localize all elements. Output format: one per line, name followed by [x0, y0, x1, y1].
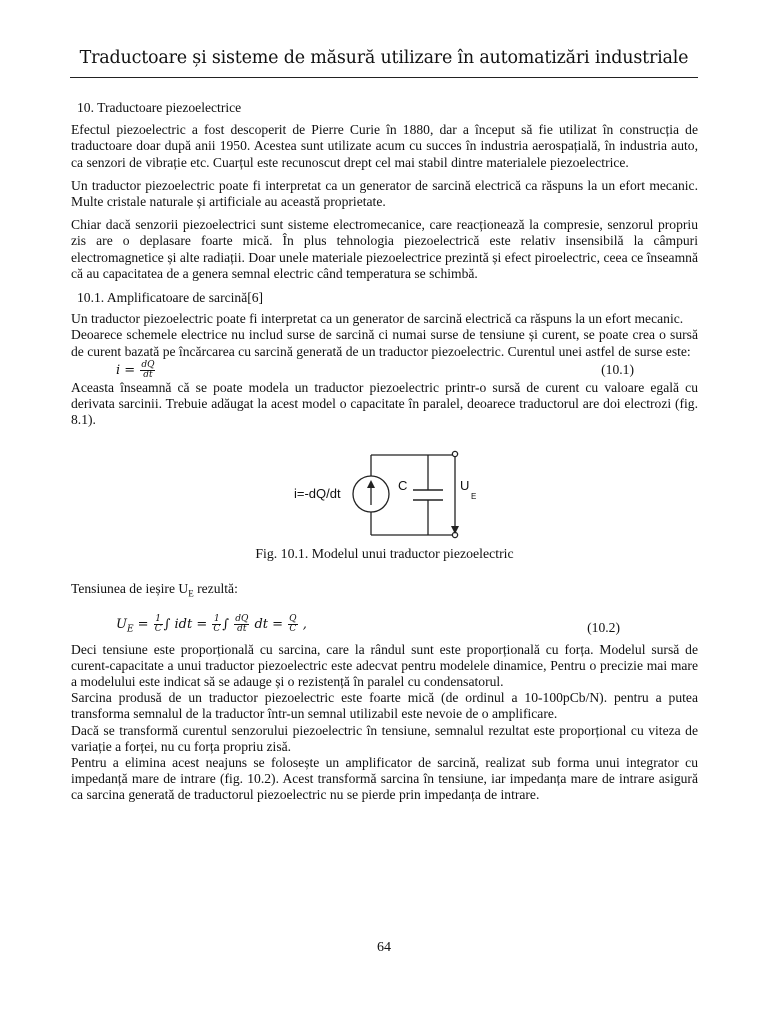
current-source-label: i=-dQ/dt — [294, 486, 341, 502]
eq-subscript: E — [126, 624, 134, 635]
arrow-down-icon — [451, 526, 459, 534]
fraction — [212, 615, 221, 634]
paragraph: Aceasta înseamnă că se poate modela un traductor piezoelectric printr-o sursă de curent cu valoare egală cu derivata sarcinii. Trebuie adăugat la acest model o capacitate în paralel, deoarece traductorul are doi electrozi (fig. 8.1). — [71, 379, 698, 428]
fraction — [140, 361, 155, 380]
eq-term: = — [133, 616, 153, 632]
paragraph: Deoarece schemele electrice nu includ surse de sarcină ci numai surse de tensiune și curent, se poate crea o sursă de curent bazată pe încărcarea cu sarcină generată de un traductor piezoelectric. Curentul unei astfel de surse este: — [71, 327, 698, 359]
eq-term: dt = — [250, 616, 288, 632]
fraction-numerator: Q — [289, 613, 297, 624]
eq-term: ∫ — [222, 616, 234, 632]
eq-term: , — [298, 616, 307, 632]
equation-number: (10.2) — [587, 619, 620, 635]
paragraph: Pentru a elimina acest neajuns se folosește un amplificator de sarcină, realizat sub forma unui integrator cu impedanță mare de intrare (fig. 10.2). Acest transformă sarcina în tensiune, iar impedanța mare de intrare asigură ca sarcina generată de traductorul piezoelectric nu se pierde prin impedanța de intrare. — [71, 755, 698, 803]
fraction-denominator: C — [154, 623, 162, 634]
voltage-label: U — [460, 478, 470, 494]
header-divider — [70, 77, 698, 78]
equation-lhs: i = — [116, 362, 136, 378]
page-body — [71, 100, 698, 804]
fraction — [154, 615, 163, 634]
running-header: Traductoare și sisteme de măsură utilizare în automatizări industriale — [79, 48, 689, 68]
eq-term: ∫ idt = — [163, 616, 212, 632]
paragraph: Un traductor piezoelectric poate fi interpretat ca un generator de sarcină electrică ca răspuns la un efort mecanic. — [71, 311, 684, 327]
paragraph: Dacă se transformă curentul senzorului piezoelectric în tensiune, semnalul rezultat este proporțional cu viteza de variație a forței, nu cu forța propriu zisă. — [71, 722, 698, 754]
paragraph: Un traductor piezoelectric poate fi interpretat ca un generator de sarcină electrică ca răspuns la un efort mecanic. Multe cristale naturale și artificiale au această proprietate. — [71, 177, 698, 210]
paragraph: Sarcina produsă de un traductor piezoelectric este foarte mică (de ordinul a 10-100pCb/N). pentru a putea transforma semnalul de la traductor într-un semnal utilizabil este nevoie de o amplificare. — [71, 690, 698, 722]
voltage-subscript: E — [471, 492, 477, 502]
equation-math — [116, 615, 307, 638]
eq-term: U — [116, 616, 127, 632]
fraction — [234, 615, 249, 634]
equation-10-2 — [71, 612, 698, 642]
output-voltage-intro — [71, 581, 698, 602]
equation-10-1 — [71, 360, 698, 380]
paragraph: Chiar dacă senzorii piezoelectrici sunt sisteme electromecanice, care reacționează la compresie, senzorul propriu zis are o deplasare foarte mică. În plus tehnologia piezoelectrică este relativ insensibilă la câmpuri electromagnetice și alte radiații. Doar unele materiale piezoelectrice prezintă și efect piroelectric, ceea ce înseamnă că au capacitatea de a genera semnal electric când temperatura se schimbă. — [71, 217, 698, 281]
intro-end: rezultă: — [193, 580, 238, 596]
fraction-numerator: dQ — [235, 613, 249, 624]
page-number: 64 — [377, 940, 391, 955]
fraction-denominator: dt — [143, 369, 153, 380]
intro-subscript: E — [188, 588, 194, 599]
section-heading: 10. Traductoare piezoelectrice — [77, 100, 242, 115]
equation-math — [116, 361, 156, 380]
fraction-denominator: C — [213, 623, 221, 634]
fraction-denominator: C — [289, 623, 297, 634]
fraction-denominator: dt — [237, 623, 247, 634]
fraction — [288, 615, 297, 634]
equation-number: (10.1) — [601, 361, 634, 377]
paragraph: Deci tensiune este proporțională cu sarcina, care la rândul sunt este proporțională cu forța. Modelul sursă de curent-capacitate a unui traductor piezoelectric este adecvat pentru modelele dinamice, Pentru o precizie mai mare a modelului este indicat să se adauge și o rezistență în paralel cu condensatorul. — [71, 641, 698, 689]
circuit-diagram — [71, 446, 698, 542]
capacitor-label: C — [398, 478, 408, 494]
fraction-numerator: 1 — [155, 613, 162, 624]
subsection-heading: 10.1. Amplificatoare de sarcină[6] — [77, 290, 264, 306]
intro-text: Tensiunea de ieșire U — [71, 580, 189, 596]
circuit-figure — [71, 446, 698, 542]
paragraph: Efectul piezoelectric a fost descoperit de Pierre Curie în 1880, dar a început să fie utilizat în construcția de traductoare doar după anii 1950. Acestea sunt utilizate acum cu succes în industria aerospațială, în industria auto, ca senzori de vibrație etc. Cuarțul este recunoscut drept cel mai stabil dintre materialele piezoelectrice. — [71, 122, 698, 170]
figure-caption: Fig. 10.1. Modelul unui traductor piezoelectric — [255, 546, 514, 562]
fraction-numerator: dQ — [141, 359, 155, 370]
arrow-up-icon — [367, 480, 375, 488]
fraction-numerator: 1 — [213, 613, 220, 624]
